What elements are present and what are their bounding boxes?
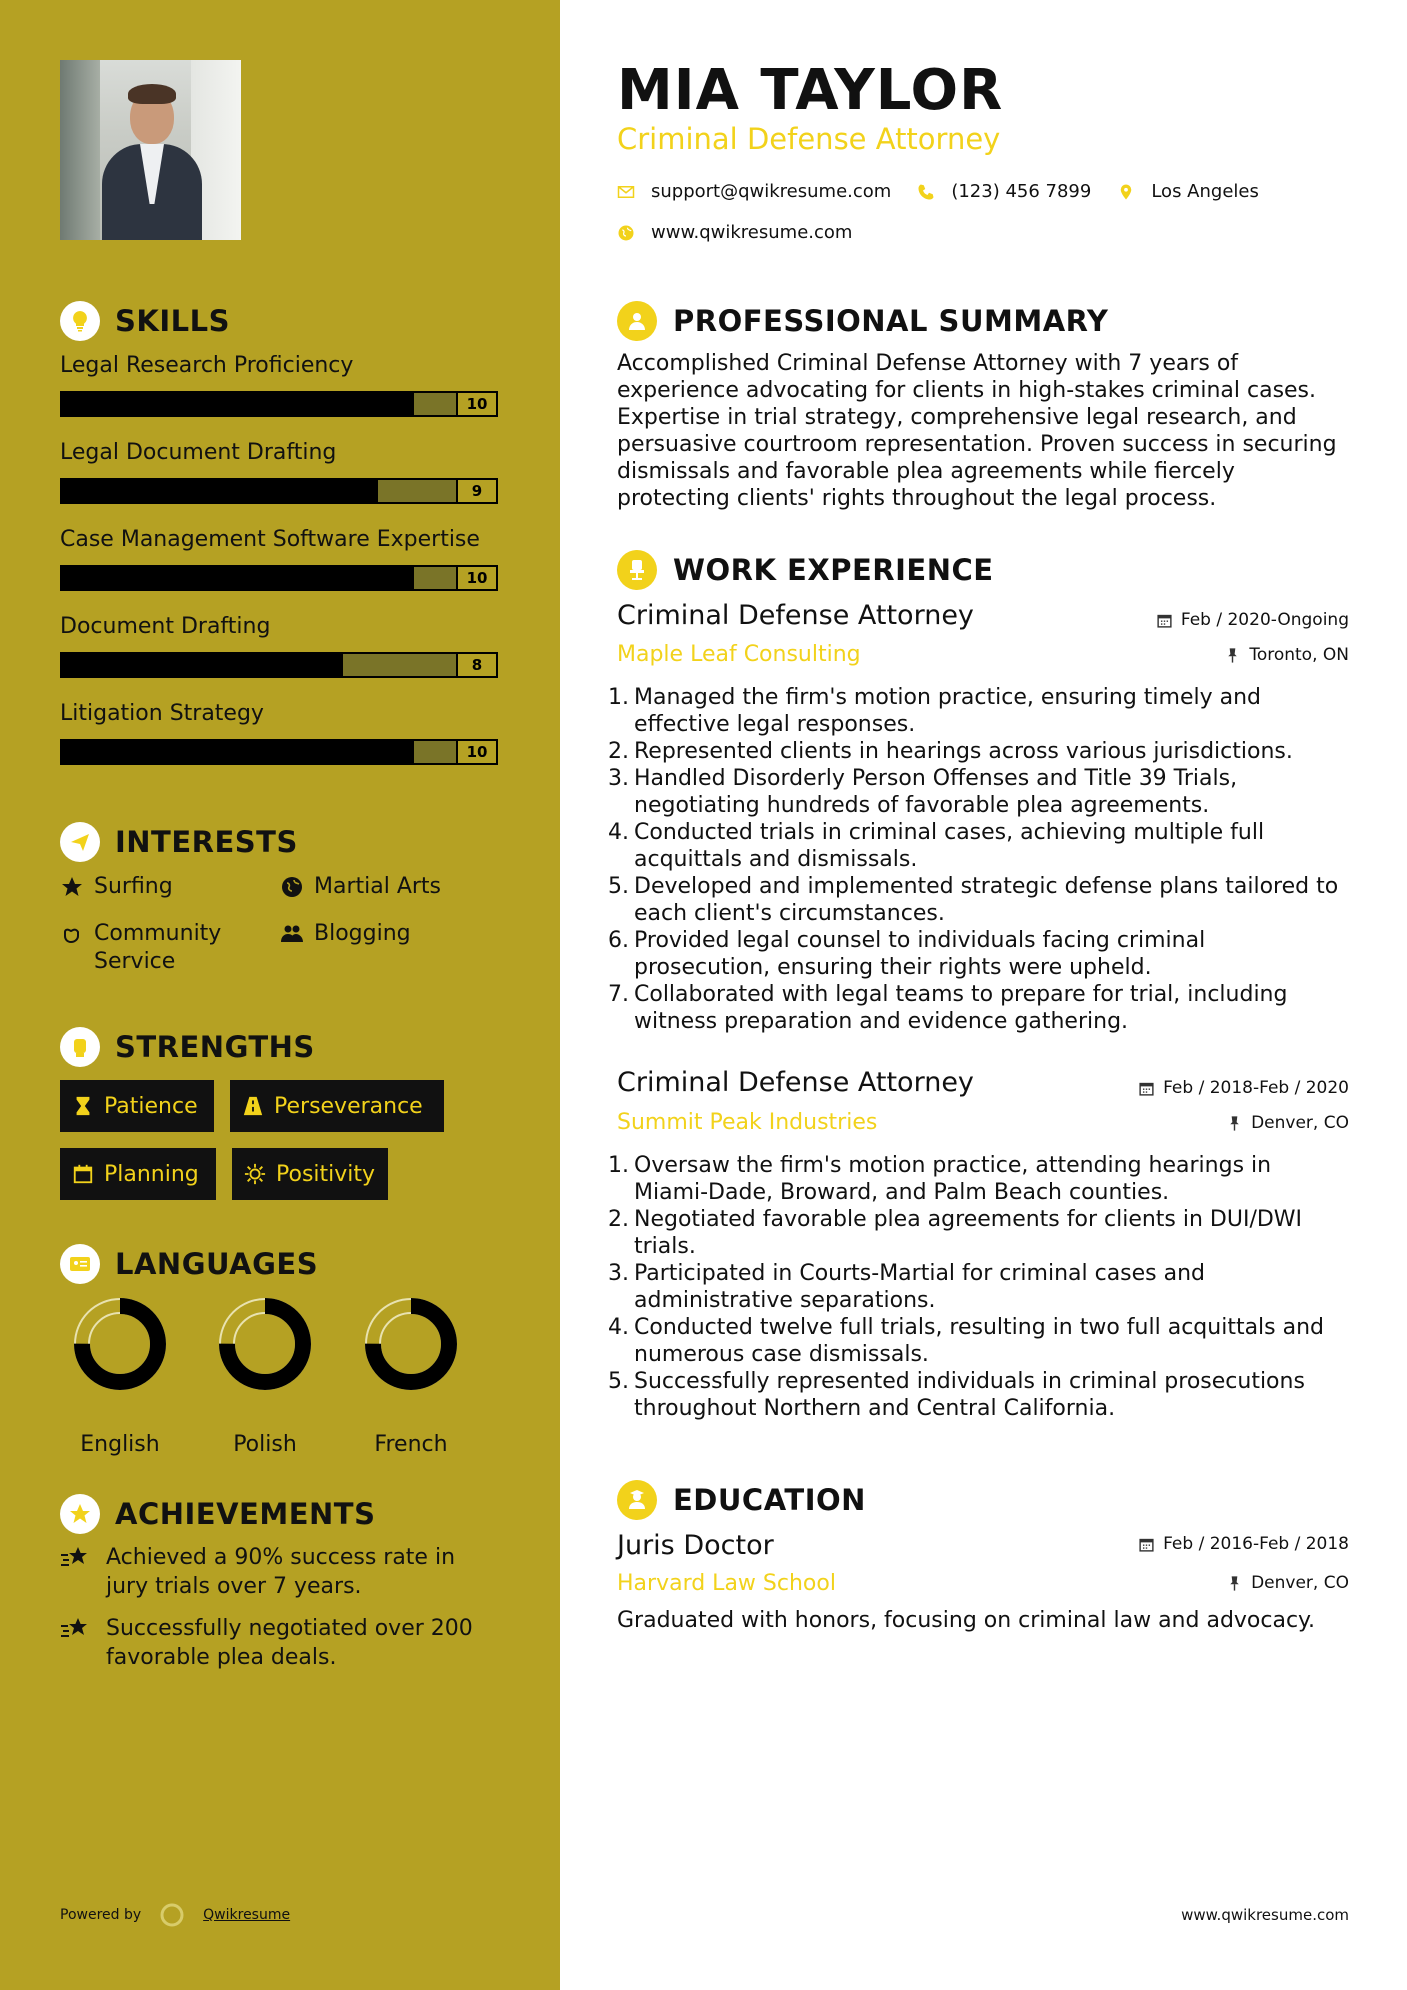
- interest-item: Surfing: [60, 873, 173, 901]
- envelope-icon: [617, 183, 635, 201]
- education-location: Denver, CO: [1226, 1573, 1349, 1593]
- school-name: Harvard Law School: [617, 1571, 836, 1596]
- strength-tag: Patience: [60, 1080, 214, 1132]
- skill-label: Document Drafting: [60, 614, 271, 639]
- degree-title: Juris Doctor: [617, 1530, 774, 1561]
- job-company: Maple Leaf Consulting: [617, 642, 861, 667]
- road-icon: [242, 1095, 264, 1117]
- skill-bar: [60, 652, 498, 678]
- id-card-icon: [60, 1244, 100, 1284]
- job-duties: [608, 1152, 1348, 1422]
- qwikresume-link[interactable]: Qwikresume: [203, 1907, 291, 1923]
- job-title: Criminal Defense Attorney: [617, 600, 974, 631]
- achievement-item: Successfully negotiated over 200 favorable plea deals.: [60, 1614, 500, 1672]
- hourglass-icon: [72, 1095, 94, 1117]
- qwikresume-logo-icon: [159, 1902, 185, 1928]
- achievement-item: Achieved a 90% success rate in jury trials over 7 years.: [60, 1543, 500, 1601]
- contact-row: [617, 181, 1259, 202]
- skill-level: 10: [456, 741, 496, 763]
- strength-tag: Positivity: [232, 1148, 388, 1200]
- fist-icon: [60, 1027, 100, 1067]
- calendar-icon: [1138, 1536, 1155, 1553]
- candidate-title: Criminal Defense Attorney: [617, 122, 1001, 156]
- strength-tag: Perseverance: [230, 1080, 444, 1132]
- language-donut: [217, 1296, 313, 1392]
- skill-bar: [60, 565, 498, 591]
- job-location: Denver, CO: [1226, 1113, 1349, 1133]
- skill-level: 9: [456, 480, 496, 502]
- skill-bar: [60, 478, 498, 504]
- list-item: 6. Provided legal counsel to individuals facing criminal prosecution, ensuring their rights were upheld.: [608, 928, 1206, 980]
- skill-label: Case Management Software Expertise: [60, 527, 480, 552]
- contact-website[interactable]: www.qwikresume.com: [651, 222, 853, 243]
- pushpin-icon: [1226, 1575, 1243, 1592]
- contact-phone[interactable]: (123) 456 7899: [951, 181, 1092, 202]
- summary-text: Accomplished Criminal Defense Attorney with 7 years of experience advocating for clients in high-stakes criminal cases. Expertise in trial strategy, comprehensive legal research, and persuasive courtroom representation. Proven success in securing dismissals and favorable plea agreements while fiercely protecting clients' rights throughout the legal process.: [617, 351, 1337, 511]
- skill-label: Litigation Strategy: [60, 701, 264, 726]
- skill-bar-fill: [62, 393, 414, 415]
- strengths-heading: STRENGTHS: [60, 1027, 315, 1067]
- summary-heading: PROFESSIONAL SUMMARY: [617, 301, 1108, 341]
- list-item: 5. Successfully represented individuals in criminal prosecutions throughout Northern and Central California.: [608, 1369, 1305, 1421]
- skill-bar-fill: [62, 741, 414, 763]
- job-dates: Feb / 2018-Feb / 2020: [1138, 1078, 1349, 1098]
- calendar-icon: [1138, 1080, 1155, 1097]
- education-description: Graduated with honors, focusing on criminal law and advocacy.: [617, 1608, 1315, 1633]
- interest-item: Blogging: [280, 920, 411, 948]
- skill-level: 8: [456, 654, 496, 676]
- calendar-icon: [72, 1163, 94, 1185]
- sun-icon: [244, 1163, 266, 1185]
- list-item: 4. Conducted trials in criminal cases, achieving multiple full acquittals and dismissals.: [608, 820, 1265, 872]
- interest-item: Martial Arts: [280, 873, 441, 901]
- skills-heading: SKILLS: [60, 301, 230, 341]
- hand-icon: [60, 922, 84, 946]
- pushpin-icon: [1226, 1115, 1243, 1132]
- job-title: Criminal Defense Attorney: [617, 1067, 974, 1098]
- list-item: 4. Conducted twelve full trials, resulting in two full acquittals and numerous case dismissals.: [608, 1315, 1325, 1367]
- list-item: 3. Participated in Courts-Martial for criminal cases and administrative separations.: [608, 1261, 1206, 1313]
- office-chair-icon: [617, 550, 657, 590]
- paper-plane-icon: [60, 822, 100, 862]
- achievements-heading: ACHIEVEMENTS: [60, 1494, 375, 1534]
- language-item: English: [55, 1296, 185, 1457]
- profile-photo: [60, 60, 241, 240]
- contact-email[interactable]: support@qwikresume.com: [651, 181, 892, 202]
- globe-icon: [617, 224, 635, 242]
- list-item: 5. Developed and implemented strategic defense plans tailored to each client's circumstances.: [608, 874, 1339, 926]
- language-donut: [363, 1296, 459, 1392]
- strength-tag: Planning: [60, 1148, 216, 1200]
- language-item: Polish: [200, 1296, 330, 1457]
- interest-item: Community Service: [60, 920, 260, 976]
- star-icon: [60, 875, 84, 899]
- skill-bar-fill: [62, 480, 378, 502]
- list-item: 1. Oversaw the firm's motion practice, attending hearings in Miami-Dade, Broward, and Palm Beach counties.: [608, 1153, 1272, 1205]
- map-pin-icon: [1117, 183, 1135, 201]
- list-item: 3. Handled Disorderly Person Offenses and Title 39 Trials, negotiating hundreds of favorable plea agreements.: [608, 766, 1238, 818]
- skill-level: 10: [456, 567, 496, 589]
- contact-row: [617, 222, 852, 243]
- list-item: 2. Negotiated favorable plea agreements for clients in DUI/DWI trials.: [608, 1207, 1303, 1259]
- shooting-star-icon: [60, 1545, 90, 1571]
- job-duties: [608, 684, 1348, 1035]
- language-donut: [72, 1296, 168, 1392]
- powered-by: Powered by Qwikresume: [60, 1902, 290, 1928]
- education-heading: EDUCATION: [617, 1480, 866, 1520]
- education-dates: Feb / 2016-Feb / 2018: [1138, 1534, 1349, 1554]
- skill-bar: [60, 391, 498, 417]
- list-item: 1. Managed the firm's motion practice, ensuring timely and effective legal responses.: [608, 685, 1262, 737]
- phone-icon: [917, 183, 935, 201]
- pushpin-icon: [1224, 647, 1241, 664]
- language-item: French: [346, 1296, 476, 1457]
- experience-heading: WORK EXPERIENCE: [617, 550, 994, 590]
- job-company: Summit Peak Industries: [617, 1110, 878, 1135]
- skill-bar-fill: [62, 654, 343, 676]
- contact-location: Los Angeles: [1151, 181, 1259, 202]
- lightbulb-icon: [60, 301, 100, 341]
- users-icon: [280, 922, 304, 946]
- languages-heading: LANGUAGES: [60, 1244, 318, 1284]
- candidate-name: MIA TAYLOR: [617, 58, 1004, 123]
- graduate-icon: [617, 1480, 657, 1520]
- list-item: 7. Collaborated with legal teams to prepare for trial, including witness preparation and evidence gathering.: [608, 982, 1288, 1034]
- skill-label: Legal Research Proficiency: [60, 353, 354, 378]
- skill-bar-fill: [62, 567, 414, 589]
- globe-icon: [280, 875, 304, 899]
- calendar-icon: [1156, 612, 1173, 629]
- job-dates: Feb / 2020-Ongoing: [1156, 610, 1349, 630]
- skill-label: Legal Document Drafting: [60, 440, 337, 465]
- job-location: Toronto, ON: [1224, 645, 1349, 665]
- shooting-star-icon: [60, 1616, 90, 1642]
- skill-bar: [60, 739, 498, 765]
- skill-level: 10: [456, 393, 496, 415]
- user-icon: [617, 301, 657, 341]
- sidebar: [0, 0, 560, 1990]
- list-item: 2. Represented clients in hearings across various jurisdictions.: [608, 739, 1293, 764]
- star-badge-icon: [60, 1494, 100, 1534]
- interests-heading: INTERESTS: [60, 822, 298, 862]
- footer-url[interactable]: www.qwikresume.com: [1181, 1906, 1349, 1924]
